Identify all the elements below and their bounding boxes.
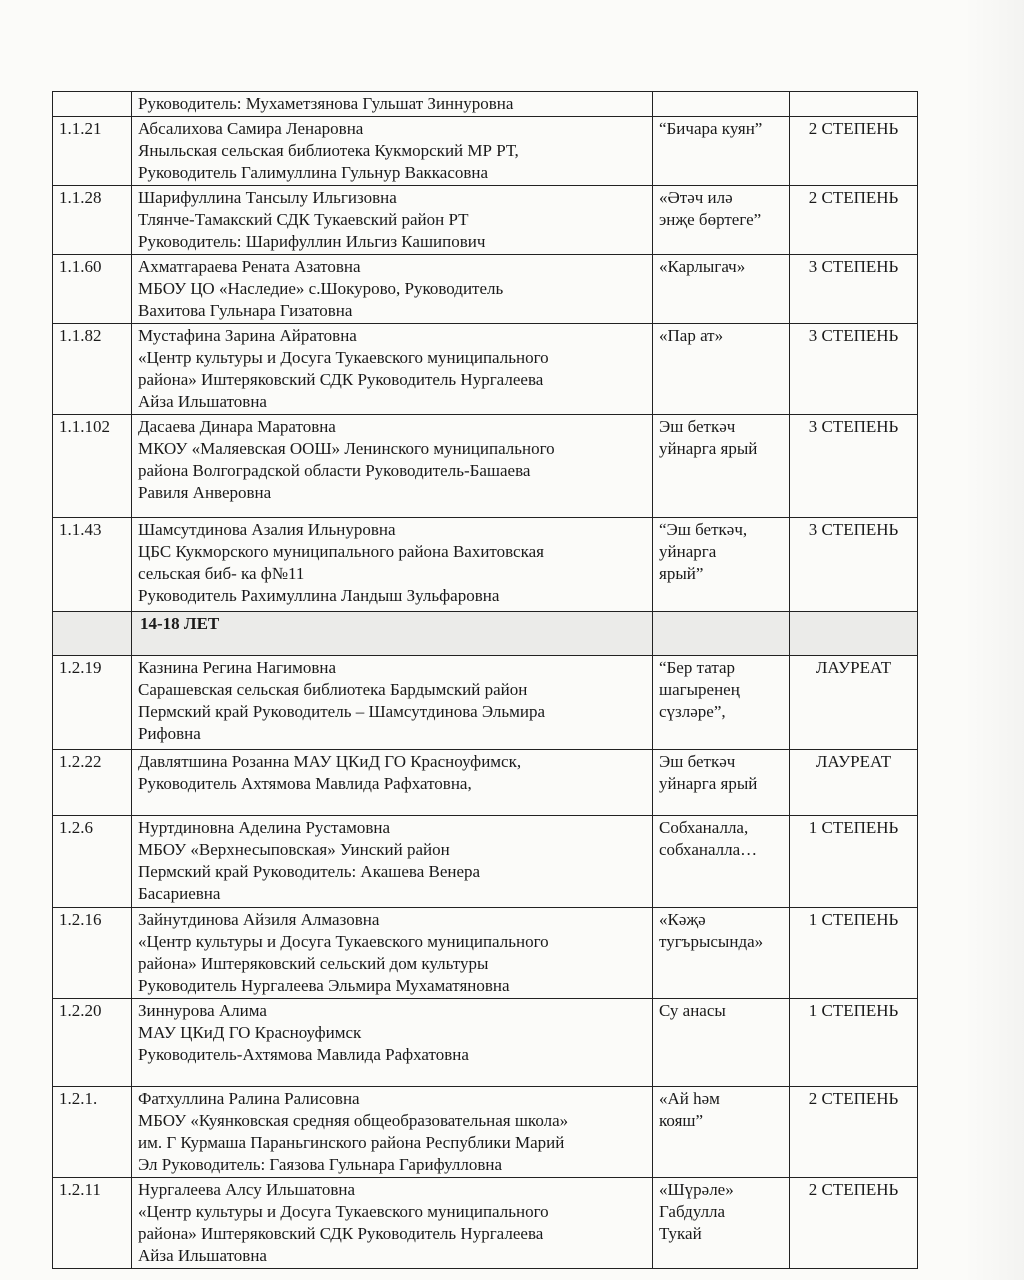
participant-info-line: сельская биб- ка ф№11 bbox=[138, 564, 305, 583]
participant-info-line: района» Иштеряковский СДК Руководитель Нургалеева bbox=[138, 1224, 544, 1243]
entry-number-cell: 1.1.43 bbox=[53, 518, 132, 612]
award-place-cell: ЛАУРЕАТ bbox=[790, 750, 918, 816]
work-title-line: ярый” bbox=[659, 564, 704, 583]
work-title-line: сүзләре”, bbox=[659, 702, 726, 721]
participant-info-line: Казнина Регина Нагимовна bbox=[138, 658, 337, 677]
award-place-cell: 2 СТЕПЕНЬ bbox=[790, 117, 918, 186]
participant-info-line: МБОУ ЦО «Наследие» с.Шокурово, Руководитель bbox=[138, 279, 504, 298]
participant-info-line: 14-18 ЛЕТ bbox=[140, 614, 220, 633]
participant-info-cell bbox=[132, 656, 653, 750]
award-place-cell: 1 СТЕПЕНЬ bbox=[790, 908, 918, 999]
work-title-cell bbox=[653, 186, 790, 255]
work-title-cell bbox=[653, 324, 790, 415]
entry-number-cell: 1.1.102 bbox=[53, 415, 132, 518]
work-title-line: «Шүрәле» bbox=[659, 1180, 734, 1199]
participant-info-cell bbox=[132, 324, 653, 415]
participant-info-line: Нургалеева Алсу Ильшатовна bbox=[138, 1180, 356, 1199]
work-title-cell bbox=[653, 816, 790, 908]
entry-number-cell: 1.1.21 bbox=[53, 117, 132, 186]
participant-info-line: Руководитель Нургалеева Эльмира Мухаматяновна bbox=[138, 976, 510, 995]
participant-info-line: Эл Руководитель: Гаязова Гульнара Гарифулловна bbox=[138, 1155, 503, 1174]
work-title-line: Собханалла, bbox=[659, 818, 749, 837]
participant-info-line: Басариевна bbox=[138, 884, 221, 903]
work-title-line: уйнарга bbox=[659, 542, 717, 561]
participant-info-line: Руководитель-Ахтямова Мавлида Рафхатовна bbox=[138, 1045, 469, 1064]
work-title-cell bbox=[653, 415, 790, 518]
entry-number-cell: 1.2.20 bbox=[53, 999, 132, 1087]
participant-info-cell bbox=[132, 518, 653, 612]
participant-info-line: МКОУ «Маляевская ООШ» Ленинского муниципального bbox=[138, 439, 555, 458]
work-title-line: «Ай һәм bbox=[659, 1089, 720, 1108]
table-row bbox=[53, 255, 918, 324]
participant-info-line: Дасаева Динара Маратовна bbox=[138, 417, 336, 436]
work-title-line: Су анасы bbox=[659, 1001, 726, 1020]
participant-info-cell bbox=[132, 92, 653, 117]
work-title-line: кояш” bbox=[659, 1111, 704, 1130]
table-row bbox=[53, 750, 918, 816]
work-title-line: «Кәҗә bbox=[659, 910, 706, 929]
work-title-line: Габдулла bbox=[659, 1202, 726, 1221]
work-title-line: “Эш беткәч, bbox=[659, 520, 748, 539]
participant-info-line: Абсалихова Самира Ленаровна bbox=[138, 119, 364, 138]
work-title-line: Эш беткәч bbox=[659, 752, 736, 771]
participant-info-cell bbox=[132, 1087, 653, 1178]
entry-number-cell: 1.2.6 bbox=[53, 816, 132, 908]
work-title-line: уйнарга ярый bbox=[659, 439, 758, 458]
award-place-cell bbox=[790, 92, 918, 117]
participant-info-line: Шамсутдинова Азалия Ильнуровна bbox=[138, 520, 396, 539]
entry-number-cell: 1.1.60 bbox=[53, 255, 132, 324]
table-row bbox=[53, 816, 918, 908]
work-title-line: тугърысында» bbox=[659, 932, 764, 951]
entry-number-cell bbox=[53, 92, 132, 117]
work-title-cell bbox=[653, 999, 790, 1087]
award-place-cell: 2 СТЕПЕНЬ bbox=[790, 1178, 918, 1269]
work-title-cell bbox=[653, 92, 790, 117]
table-row bbox=[53, 656, 918, 750]
entry-number-cell: 1.2.11 bbox=[53, 1178, 132, 1269]
work-title-line: собханалла… bbox=[659, 840, 758, 859]
participant-info-line: Вахитова Гульнара Гизатовна bbox=[138, 301, 353, 320]
work-title-cell bbox=[653, 1178, 790, 1269]
participant-info-cell bbox=[132, 1178, 653, 1269]
participant-info-line: Шарифуллина Тансылу Ильгизовна bbox=[138, 188, 397, 207]
participant-info-cell bbox=[132, 117, 653, 186]
award-place-cell: 2 СТЕПЕНЬ bbox=[790, 1087, 918, 1178]
participant-info-line: Руководитель: Мухаметзянова Гульшат Зиннуровна bbox=[138, 94, 514, 113]
participant-info-line: Зиннурова Алима bbox=[138, 1001, 267, 1020]
entry-number-cell bbox=[53, 612, 132, 656]
scan-edge-shading bbox=[964, 0, 1024, 1280]
entry-number-cell: 1.2.1. bbox=[53, 1087, 132, 1178]
work-title-cell bbox=[653, 1087, 790, 1178]
award-place-cell: 3 СТЕПЕНЬ bbox=[790, 415, 918, 518]
work-title-cell bbox=[653, 750, 790, 816]
work-title-cell bbox=[653, 255, 790, 324]
participant-info-cell bbox=[132, 750, 653, 816]
participant-info-line: Мустафина Зарина Айратовна bbox=[138, 326, 357, 345]
participant-info-line: МБОУ «Верхнесыповская» Уинский район bbox=[138, 840, 450, 859]
award-place-cell: 3 СТЕПЕНЬ bbox=[790, 324, 918, 415]
participant-info-line: Фатхуллина Ралина Ралисовна bbox=[138, 1089, 360, 1108]
entry-number-cell: 1.2.16 bbox=[53, 908, 132, 999]
award-place-cell: 1 СТЕПЕНЬ bbox=[790, 816, 918, 908]
participant-info-line: Руководитель Ахтямова Мавлида Рафхатовна, bbox=[138, 774, 472, 793]
work-title-line: “Бичара куян” bbox=[659, 119, 763, 138]
entry-number-cell: 1.2.19 bbox=[53, 656, 132, 750]
award-place-cell: 3 СТЕПЕНЬ bbox=[790, 518, 918, 612]
award-place-cell bbox=[790, 612, 918, 656]
participant-info-cell bbox=[132, 186, 653, 255]
work-title-line: “Бер татар bbox=[659, 658, 736, 677]
participant-info-line: «Центр культуры и Досуга Тукаевского муниципального bbox=[138, 932, 549, 951]
table-row bbox=[53, 1087, 918, 1178]
participant-info-cell bbox=[132, 255, 653, 324]
work-title-cell bbox=[653, 518, 790, 612]
table-row bbox=[53, 518, 918, 612]
work-title-cell bbox=[653, 117, 790, 186]
work-title-line: «Карлыгач» bbox=[659, 257, 746, 276]
results-table bbox=[52, 91, 918, 1269]
table-row bbox=[53, 1178, 918, 1269]
work-title-line: шагыренең bbox=[659, 680, 740, 699]
work-title-line: Тукай bbox=[659, 1224, 702, 1243]
table-row bbox=[53, 186, 918, 255]
participant-info-line: ЦБС Кукморского муниципального района Вахитовская bbox=[138, 542, 544, 561]
participant-info-cell bbox=[132, 415, 653, 518]
participant-info-line: Ахматгараева Рената Азатовна bbox=[138, 257, 361, 276]
participant-info-line: «Центр культуры и Досуга Тукаевского муниципального bbox=[138, 348, 549, 367]
participant-info-line: Яныльская сельская библиотека Кукморский МР РТ, bbox=[138, 141, 519, 160]
work-title-cell bbox=[653, 612, 790, 656]
participant-info-line: Пермский край Руководитель: Акашева Венера bbox=[138, 862, 481, 881]
participant-info-line: Рифовна bbox=[138, 724, 201, 743]
participant-info-line: Айза Ильшатовна bbox=[138, 1246, 267, 1265]
participant-info-line: Айза Ильшатовна bbox=[138, 392, 267, 411]
section-header-row bbox=[53, 612, 918, 656]
participant-info-line: Нуртдиновна Аделина Рустамовна bbox=[138, 818, 391, 837]
results-table-body bbox=[53, 92, 918, 1269]
table-row bbox=[53, 999, 918, 1087]
participant-info-line: Руководитель Рахимуллина Ландыш Зульфаровна bbox=[138, 586, 500, 605]
participant-info-line: Давлятшина Розанна МАУ ЦКиД ГО Красноуфимск, bbox=[138, 752, 522, 771]
participant-info-line: им. Г Курмаша Параньгинского района Республики Марий bbox=[138, 1133, 565, 1152]
age-group-heading bbox=[132, 612, 653, 656]
award-place-cell: 3 СТЕПЕНЬ bbox=[790, 255, 918, 324]
participant-info-line: Пермский край Руководитель – Шамсутдинова Эльмира bbox=[138, 702, 546, 721]
participant-info-line: Сарашевская сельская библиотека Бардымский район bbox=[138, 680, 528, 699]
work-title-cell bbox=[653, 908, 790, 999]
participant-info-line: Руководитель Галимуллина Гульнур Ваккасовна bbox=[138, 163, 489, 182]
participant-info-line: Тлянче-Тамакский СДК Тукаевский район РТ bbox=[138, 210, 469, 229]
work-title-cell bbox=[653, 656, 790, 750]
work-title-line: уйнарга ярый bbox=[659, 774, 758, 793]
participant-info-line: Зайнутдинова Айзиля Алмазовна bbox=[138, 910, 380, 929]
participant-info-line: «Центр культуры и Досуга Тукаевского муниципального bbox=[138, 1202, 549, 1221]
participant-info-line: МБОУ «Куянковская средняя общеобразовательная школа» bbox=[138, 1111, 569, 1130]
work-title-line: Эш беткәч bbox=[659, 417, 736, 436]
participant-info-line: района Волгоградской области Руководитель-Башаева bbox=[138, 461, 531, 480]
entry-number-cell: 1.2.22 bbox=[53, 750, 132, 816]
award-place-cell: ЛАУРЕАТ bbox=[790, 656, 918, 750]
participant-info-cell bbox=[132, 999, 653, 1087]
table-row bbox=[53, 117, 918, 186]
participant-info-line: МАУ ЦКиД ГО Красноуфимск bbox=[138, 1023, 362, 1042]
participant-info-cell bbox=[132, 816, 653, 908]
table-row bbox=[53, 324, 918, 415]
work-title-line: «Пар ат» bbox=[659, 326, 724, 345]
table-row bbox=[53, 908, 918, 999]
award-place-cell: 2 СТЕПЕНЬ bbox=[790, 186, 918, 255]
table-row bbox=[53, 415, 918, 518]
participant-info-line: района» Иштеряковский СДК Руководитель Нургалеева bbox=[138, 370, 544, 389]
table-row bbox=[53, 92, 918, 117]
work-title-line: «Әтәч илә bbox=[659, 188, 733, 207]
participant-info-line: района» Иштеряковский сельский дом культуры bbox=[138, 954, 489, 973]
participant-info-line: Равиля Анверовна bbox=[138, 483, 272, 502]
participant-info-line: Руководитель: Шарифуллин Ильгиз Кашипович bbox=[138, 232, 486, 251]
participant-info-cell bbox=[132, 908, 653, 999]
work-title-line: энҗе бөртеге” bbox=[659, 210, 762, 229]
award-place-cell: 1 СТЕПЕНЬ bbox=[790, 999, 918, 1087]
entry-number-cell: 1.1.82 bbox=[53, 324, 132, 415]
entry-number-cell: 1.1.28 bbox=[53, 186, 132, 255]
